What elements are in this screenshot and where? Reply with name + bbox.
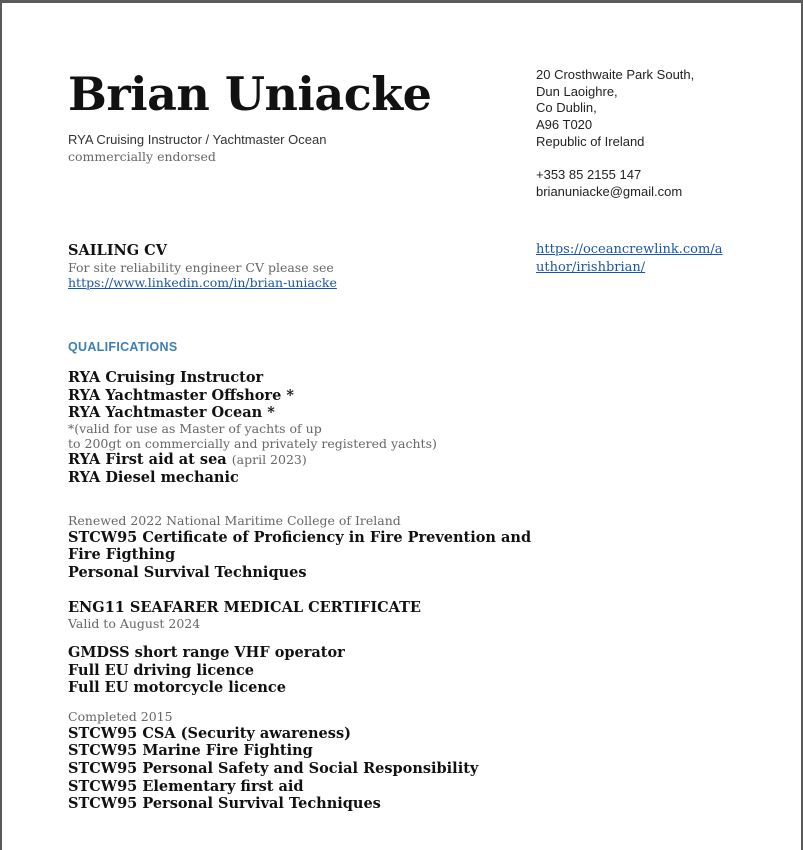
licences-group bbox=[68, 644, 345, 697]
first-aid-date: (april 2023) bbox=[231, 452, 307, 468]
stcw-2015-group bbox=[68, 710, 478, 813]
role-endorsement: commercially endorsed bbox=[68, 149, 216, 164]
first-aid-label: RYA First aid at sea bbox=[68, 451, 227, 469]
qualification-item: STCW95 Personal Safety and Social Responsibility bbox=[68, 759, 479, 777]
qualification-item: GMDSS short range VHF operator bbox=[68, 644, 345, 661]
section-title: SAILING CV bbox=[68, 242, 167, 259]
qualification-item: Personal Survival Techniques bbox=[68, 563, 307, 581]
completion-note: Completed 2015 bbox=[68, 709, 173, 724]
spacer bbox=[536, 151, 694, 168]
qualification-item: RYA Cruising Instructor bbox=[68, 369, 264, 386]
qualification-item: Fire Figthing bbox=[68, 546, 176, 564]
renewal-note: Renewed 2022 National Maritime College of Ireland bbox=[68, 513, 401, 528]
qualification-item: STCW95 Marine Fire Fighting bbox=[68, 742, 313, 760]
address-line: Republic of Ireland bbox=[536, 133, 645, 149]
qualification-item: RYA Diesel mechanic bbox=[68, 468, 239, 486]
email-address: brianuniacke@gmail.com bbox=[536, 183, 683, 199]
qualification-item: STCW95 CSA (Security awareness) bbox=[68, 724, 351, 742]
contact-block bbox=[536, 67, 694, 201]
qualification-note: *(valid for use as Master of yachts of up bbox=[68, 421, 322, 437]
role-title: RYA Cruising Instructor / Yachtmaster Ocean bbox=[68, 132, 327, 147]
qualification-item: STCW95 Elementary first aid bbox=[68, 777, 304, 795]
linkedin-link[interactable]: https://www.linkedin.com/in/brian-uniacke bbox=[68, 275, 337, 290]
medical-group bbox=[68, 599, 421, 631]
oceancrewlink-profile-link[interactable]: https://oceancrewlink.com/author/irishbrian/ bbox=[536, 242, 723, 275]
qualification-item: Full EU driving licence bbox=[68, 661, 255, 679]
qualification-item: RYA Yachtmaster Ocean * bbox=[68, 404, 275, 422]
stcw-renewed-group bbox=[68, 514, 531, 582]
address-line: A96 T020 bbox=[536, 117, 593, 133]
candidate-name: Brian Uniacke bbox=[68, 67, 432, 121]
address-line: Dun Laoighre, bbox=[536, 83, 618, 99]
qualification-item bbox=[68, 451, 437, 469]
phone-number: +353 85 2155 147 bbox=[536, 167, 642, 183]
qualification-item: STCW95 Certificate of Proficiency in Fire Prevention and bbox=[68, 528, 532, 546]
qualifications-heading: QUALIFICATIONS bbox=[68, 340, 178, 354]
sailing-cv-section bbox=[68, 242, 337, 290]
qualification-item: Full EU motorcycle licence bbox=[68, 679, 286, 697]
qualification-note: to 200gt on commercially and privately registered yachts) bbox=[68, 435, 437, 451]
address-line: 20 Crosthwaite Park South, bbox=[536, 67, 695, 82]
section-subtitle: For site reliability engineer CV please see bbox=[68, 260, 334, 275]
address-line: Co Dublin, bbox=[536, 100, 597, 116]
qualification-item: ENG11 SEAFARER MEDICAL CERTIFICATE bbox=[68, 599, 421, 616]
cv-page bbox=[2, 3, 801, 850]
rya-qualifications bbox=[68, 369, 437, 487]
validity-note: Valid to August 2024 bbox=[68, 615, 201, 631]
qualification-item: RYA Yachtmaster Offshore * bbox=[68, 386, 294, 404]
qualification-item: STCW95 Personal Survival Techniques bbox=[68, 795, 381, 813]
